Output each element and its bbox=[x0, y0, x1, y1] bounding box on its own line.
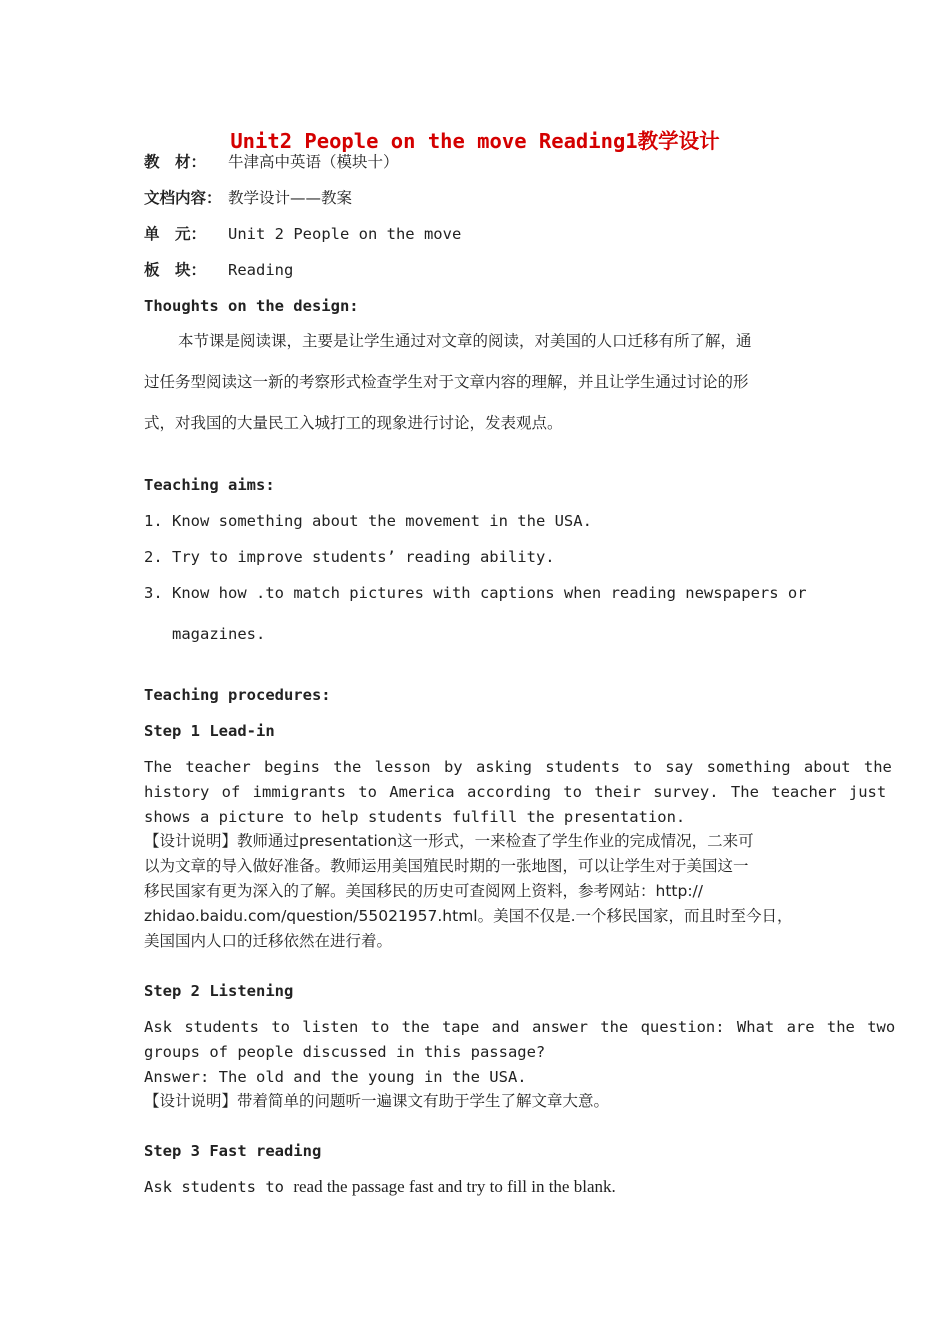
step2-text-line: groups of people discussed in this passage? bbox=[144, 1043, 546, 1061]
step3-text-line bbox=[144, 1177, 816, 1197]
document-title: Unit2 People on the move Reading1教学设计 bbox=[230, 129, 720, 153]
meta-value: 牛津高中英语（模块十） bbox=[228, 153, 399, 171]
thoughts-line: 本节课是阅读课，主要是让学生通过对文章的阅读，对美国的人口迁移有所了解，通 bbox=[178, 332, 752, 350]
meta-row-content bbox=[144, 188, 816, 208]
step3-text-part: read the passage fast and try to fill in the blank. bbox=[293, 1177, 616, 1196]
step1-note-line: 美国国内人口的迁移依然在进行着。 bbox=[144, 932, 393, 950]
aim-text: Know how .to match pictures with captions when reading newspapers or bbox=[172, 584, 807, 602]
meta-label: 文档内容： bbox=[144, 189, 222, 207]
meta-value: Reading bbox=[228, 261, 294, 279]
step3-heading: Step 3 Fast reading bbox=[144, 1142, 322, 1160]
step2-text-line: Ask students to listen to the tape and answer the question: What are the two bbox=[144, 1018, 896, 1036]
step1-text-line: The teacher begins the lesson by asking students to say something about the bbox=[144, 758, 892, 776]
meta-label: 单 元： bbox=[144, 225, 207, 243]
thoughts-line: 式，对我国的大量民工入城打工的现象进行讨论，发表观点。 bbox=[144, 414, 563, 432]
aim-number: 2. bbox=[144, 548, 163, 566]
meta-label: 教 材： bbox=[144, 153, 207, 171]
aim-text: Know something about the movement in the USA. bbox=[172, 512, 592, 530]
step2-text-line: Answer: The old and the young in the USA. bbox=[144, 1068, 527, 1086]
meta-row-textbook bbox=[144, 152, 816, 172]
thoughts-heading: Thoughts on the design: bbox=[144, 297, 359, 315]
step1-text-line: history of immigrants to America according to their survey. The teacher just bbox=[144, 783, 887, 801]
step1-note-line: 【设计说明】教师通过presentation这一形式，一来检查了学生作业的完成情况，二来可 bbox=[144, 832, 754, 850]
step2-note-line: 【设计说明】带着简单的问题听一遍课文有助于学生了解文章大意。 bbox=[144, 1092, 610, 1110]
aim-text: Try to improve students’ reading ability. bbox=[172, 548, 555, 566]
meta-row-section bbox=[144, 260, 816, 280]
step1-note-line: 移民国家有更为深入的了解。美国移民的历史可查阅网上资料，参考网站：http:// bbox=[144, 882, 703, 900]
step1-note-line: zhidao.baidu.com/question/55021957.html。美国不仅是.一个移民国家，而且时至今日， bbox=[144, 907, 793, 925]
aims-heading: Teaching aims: bbox=[144, 476, 275, 494]
thoughts-line: 过任务型阅读这一新的考察形式检查学生对于文章内容的理解，并且让学生通过讨论的形 bbox=[144, 373, 749, 391]
step1-heading: Step 1 Lead-in bbox=[144, 722, 275, 740]
meta-value: Unit 2 People on the move bbox=[228, 225, 462, 243]
step1-text-line: shows a picture to help students fulfill the presentation. bbox=[144, 808, 686, 826]
procedures-heading: Teaching procedures: bbox=[144, 686, 331, 704]
step3-text-part: Ask students to bbox=[144, 1178, 294, 1196]
meta-row-unit bbox=[144, 224, 816, 244]
meta-label: 板 块： bbox=[144, 261, 207, 279]
aim-item bbox=[144, 511, 816, 531]
step2-heading: Step 2 Listening bbox=[144, 982, 294, 1000]
aim-item bbox=[144, 583, 816, 603]
aim-number: 3. bbox=[144, 584, 163, 602]
aim-item bbox=[144, 547, 816, 567]
aim-number: 1. bbox=[144, 512, 163, 530]
aim-item-continuation: magazines. bbox=[172, 625, 266, 643]
step1-note-line: 以为文章的导入做好准备。教师运用美国殖民时期的一张地图，可以让学生对于美国这一 bbox=[144, 857, 749, 875]
meta-value: 教学设计——教案 bbox=[228, 189, 353, 207]
